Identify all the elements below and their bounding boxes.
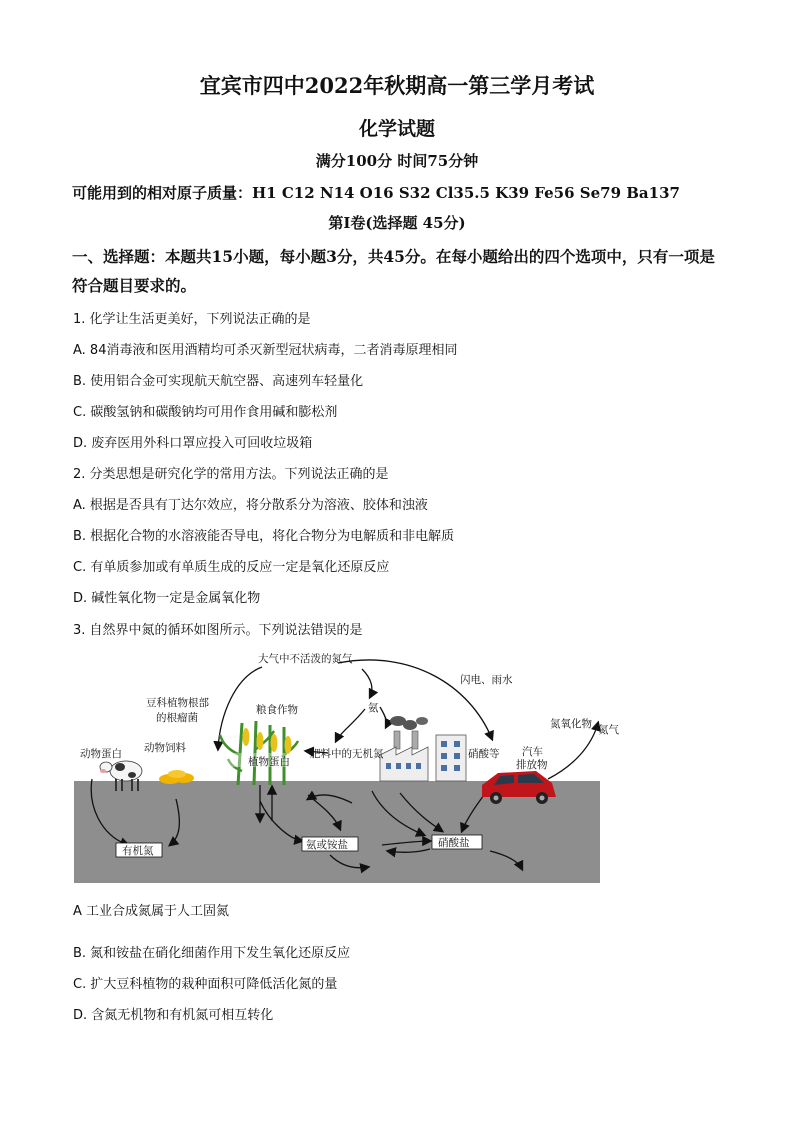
question-1-option-c: C. 碳酸氢钠和碳酸钠均可用作食用碱和膨松剂 bbox=[73, 405, 338, 420]
label-legume-line1: 豆科植物根部 bbox=[146, 697, 209, 709]
question-3-option-d: D. 含氮无机物和有机氮可相互转化 bbox=[73, 1008, 274, 1023]
label-lightning: 闪电、雨水 bbox=[460, 674, 513, 686]
label-crops: 粮食作物 bbox=[256, 704, 298, 716]
question-2-option-b: B. 根据化合物的水溶液能否导电，将化合物分为电解质和非电解质 bbox=[73, 529, 455, 544]
label-fertilizer: 肥料中的无机氮 bbox=[310, 748, 384, 760]
arrow-to-nitrogen-oxides bbox=[548, 723, 598, 779]
section-instructions: 一、选择题：本题共15小题，每小题3分，共45分。在每小题给出的四个选项中，只有一项是符合题目要求的。 bbox=[72, 247, 715, 295]
question-3-option-c: C. 扩大豆科植物的栽种面积可降低活化氮的量 bbox=[73, 977, 338, 992]
factory-illustration bbox=[380, 716, 466, 781]
label-inert-nitrogen: 大气中不活泼的氮气 bbox=[258, 653, 353, 665]
label-nitrogen-oxides: 氮氧化物 bbox=[550, 718, 592, 730]
label-animal-protein: 动物蛋白 bbox=[80, 748, 122, 760]
label-car-line1: 汽车 bbox=[522, 746, 543, 758]
arrow-to-ammonia bbox=[362, 669, 372, 697]
label-ammonium: 氨或铵盐 bbox=[306, 839, 348, 851]
label-ammonia: 氨 bbox=[368, 702, 379, 714]
exam-meta: 满分100分 时间75分钟 bbox=[315, 152, 479, 170]
page-title: 宜宾市四中2022年秋期高一第三学月考试 bbox=[199, 73, 595, 98]
question-3-option-b: B. 氮和铵盐在硝化细菌作用下发生氧化还原反应 bbox=[73, 946, 351, 961]
question-1-stem: 1. 化学让生活更美好，下列说法正确的是 bbox=[73, 312, 311, 327]
question-3-stem: 3. 自然界中氮的循环如图所示。下列说法错误的是 bbox=[73, 623, 363, 638]
animal-feed-illustration bbox=[159, 770, 194, 784]
label-nitrogen-gas: 氮气 bbox=[598, 724, 619, 736]
part-heading: 第I卷(选择题 45分) bbox=[328, 214, 466, 232]
question-1-option-a: A. 84消毒液和医用酒精均可杀灭新型冠状病毒，二者消毒原理相同 bbox=[73, 343, 458, 358]
question-2-stem: 2. 分类思想是研究化学的常用方法。下列说法正确的是 bbox=[73, 467, 389, 482]
label-nitrate: 硝酸盐 bbox=[438, 837, 470, 849]
question-2-option-a: A. 根据是否具有丁达尔效应，将分散系分为溶液、胶体和浊液 bbox=[73, 498, 428, 513]
label-plant-protein: 植物蛋白 bbox=[248, 756, 290, 768]
question-1-option-b: B. 使用铝合金可实现航天航空器、高速列车轻量化 bbox=[73, 374, 364, 389]
label-legume-line2: 的根瘤菌 bbox=[156, 712, 198, 724]
question-3-option-a: A 工业合成氮属于人工固氮 bbox=[73, 904, 230, 919]
question-2-option-c: C. 有单质参加或有单质生成的反应一定是氧化还原反应 bbox=[73, 560, 390, 575]
label-nitric-acid: 硝酸等 bbox=[468, 748, 500, 760]
question-1-option-d: D. 废弃医用外科口罩应投入可回收垃圾箱 bbox=[73, 436, 313, 451]
atomic-masses: 可能用到的相对原子质量：H1 C12 N14 O16 S32 Cl35.5 K39 Fe56 Se79 Ba137 bbox=[72, 184, 680, 202]
nitrogen-cycle-diagram bbox=[70, 645, 619, 885]
label-organic-n: 有机氮 bbox=[122, 845, 154, 857]
arrow-ammonia-to-factory bbox=[380, 707, 387, 727]
label-animal-feed: 动物饲料 bbox=[144, 742, 186, 754]
label-car-line2: 排放物 bbox=[516, 759, 548, 771]
arrow-ammonia-to-fertilizer bbox=[336, 709, 365, 741]
subject-title: 化学试题 bbox=[358, 118, 435, 140]
question-2-option-d: D. 碱性氧化物一定是金属氧化物 bbox=[73, 591, 261, 606]
